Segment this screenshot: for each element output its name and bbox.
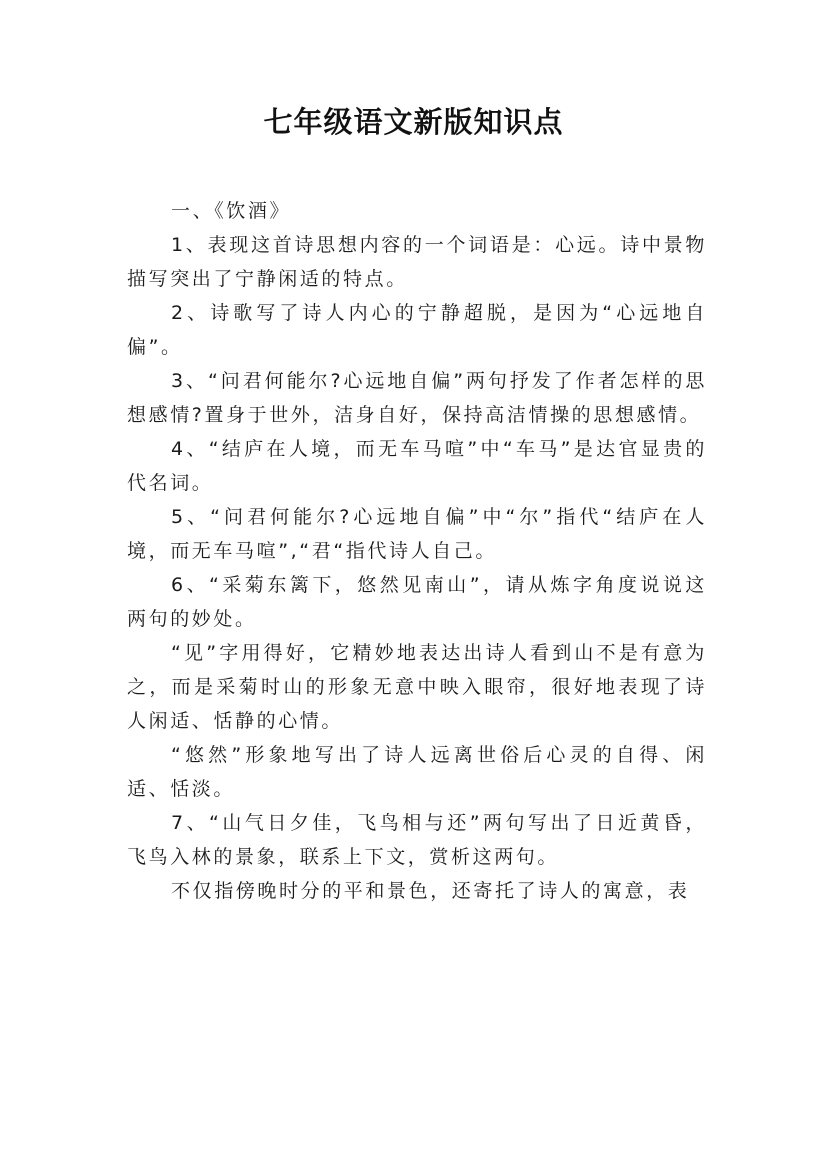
paragraph: 不仅指傍晚时分的平和景色，还寄托了诗人的寓意，表 bbox=[171, 880, 690, 902]
document-body bbox=[127, 194, 707, 908]
paragraph: 3、“问君何能尔?心远地自偏”两句抒发了作者怎样的思想感情?置身于世外，洁身自好，保持高洁情操的思想感情。 bbox=[127, 370, 707, 426]
paragraph: 2、诗歌写了诗人内心的宁静超脱，是因为“心远地自偏”。 bbox=[127, 302, 707, 358]
paragraph: 6、“采菊东篱下，悠然见南山”，请从炼字角度说说这两句的妙处。 bbox=[127, 574, 707, 630]
section-heading: 一、《饮酒》 bbox=[171, 200, 292, 222]
document-title: 七年级语文新版知识点 bbox=[263, 105, 564, 139]
paragraph: 4、“结庐在人境，而无车马喧”中“车马”是达官显贵的代名词。 bbox=[127, 438, 707, 494]
paragraph: 1、表现这首诗思想内容的一个词语是：心远。诗中景物描写突出了宁静闲适的特点。 bbox=[127, 234, 707, 290]
paragraph: “见”字用得好，它精妙地表达出诗人看到山不是有意为之，而是采菊时山的形象无意中映入眼帘，很好地表现了诗人闲适、恬静的心情。 bbox=[127, 642, 707, 732]
paragraph: “悠然”形象地写出了诗人远离世俗后心灵的自得、闲适、恬淡。 bbox=[127, 744, 707, 800]
paragraph: 7、“山气日夕佳，飞鸟相与还”两句写出了日近黄昏，飞鸟入林的景象，联系上下文，赏析这两句。 bbox=[127, 812, 707, 868]
paragraph: 5、“问君何能尔?心远地自偏”中“尔”指代“结庐在人境，而无车马喧”,“君“指代诗人自己。 bbox=[127, 506, 707, 562]
